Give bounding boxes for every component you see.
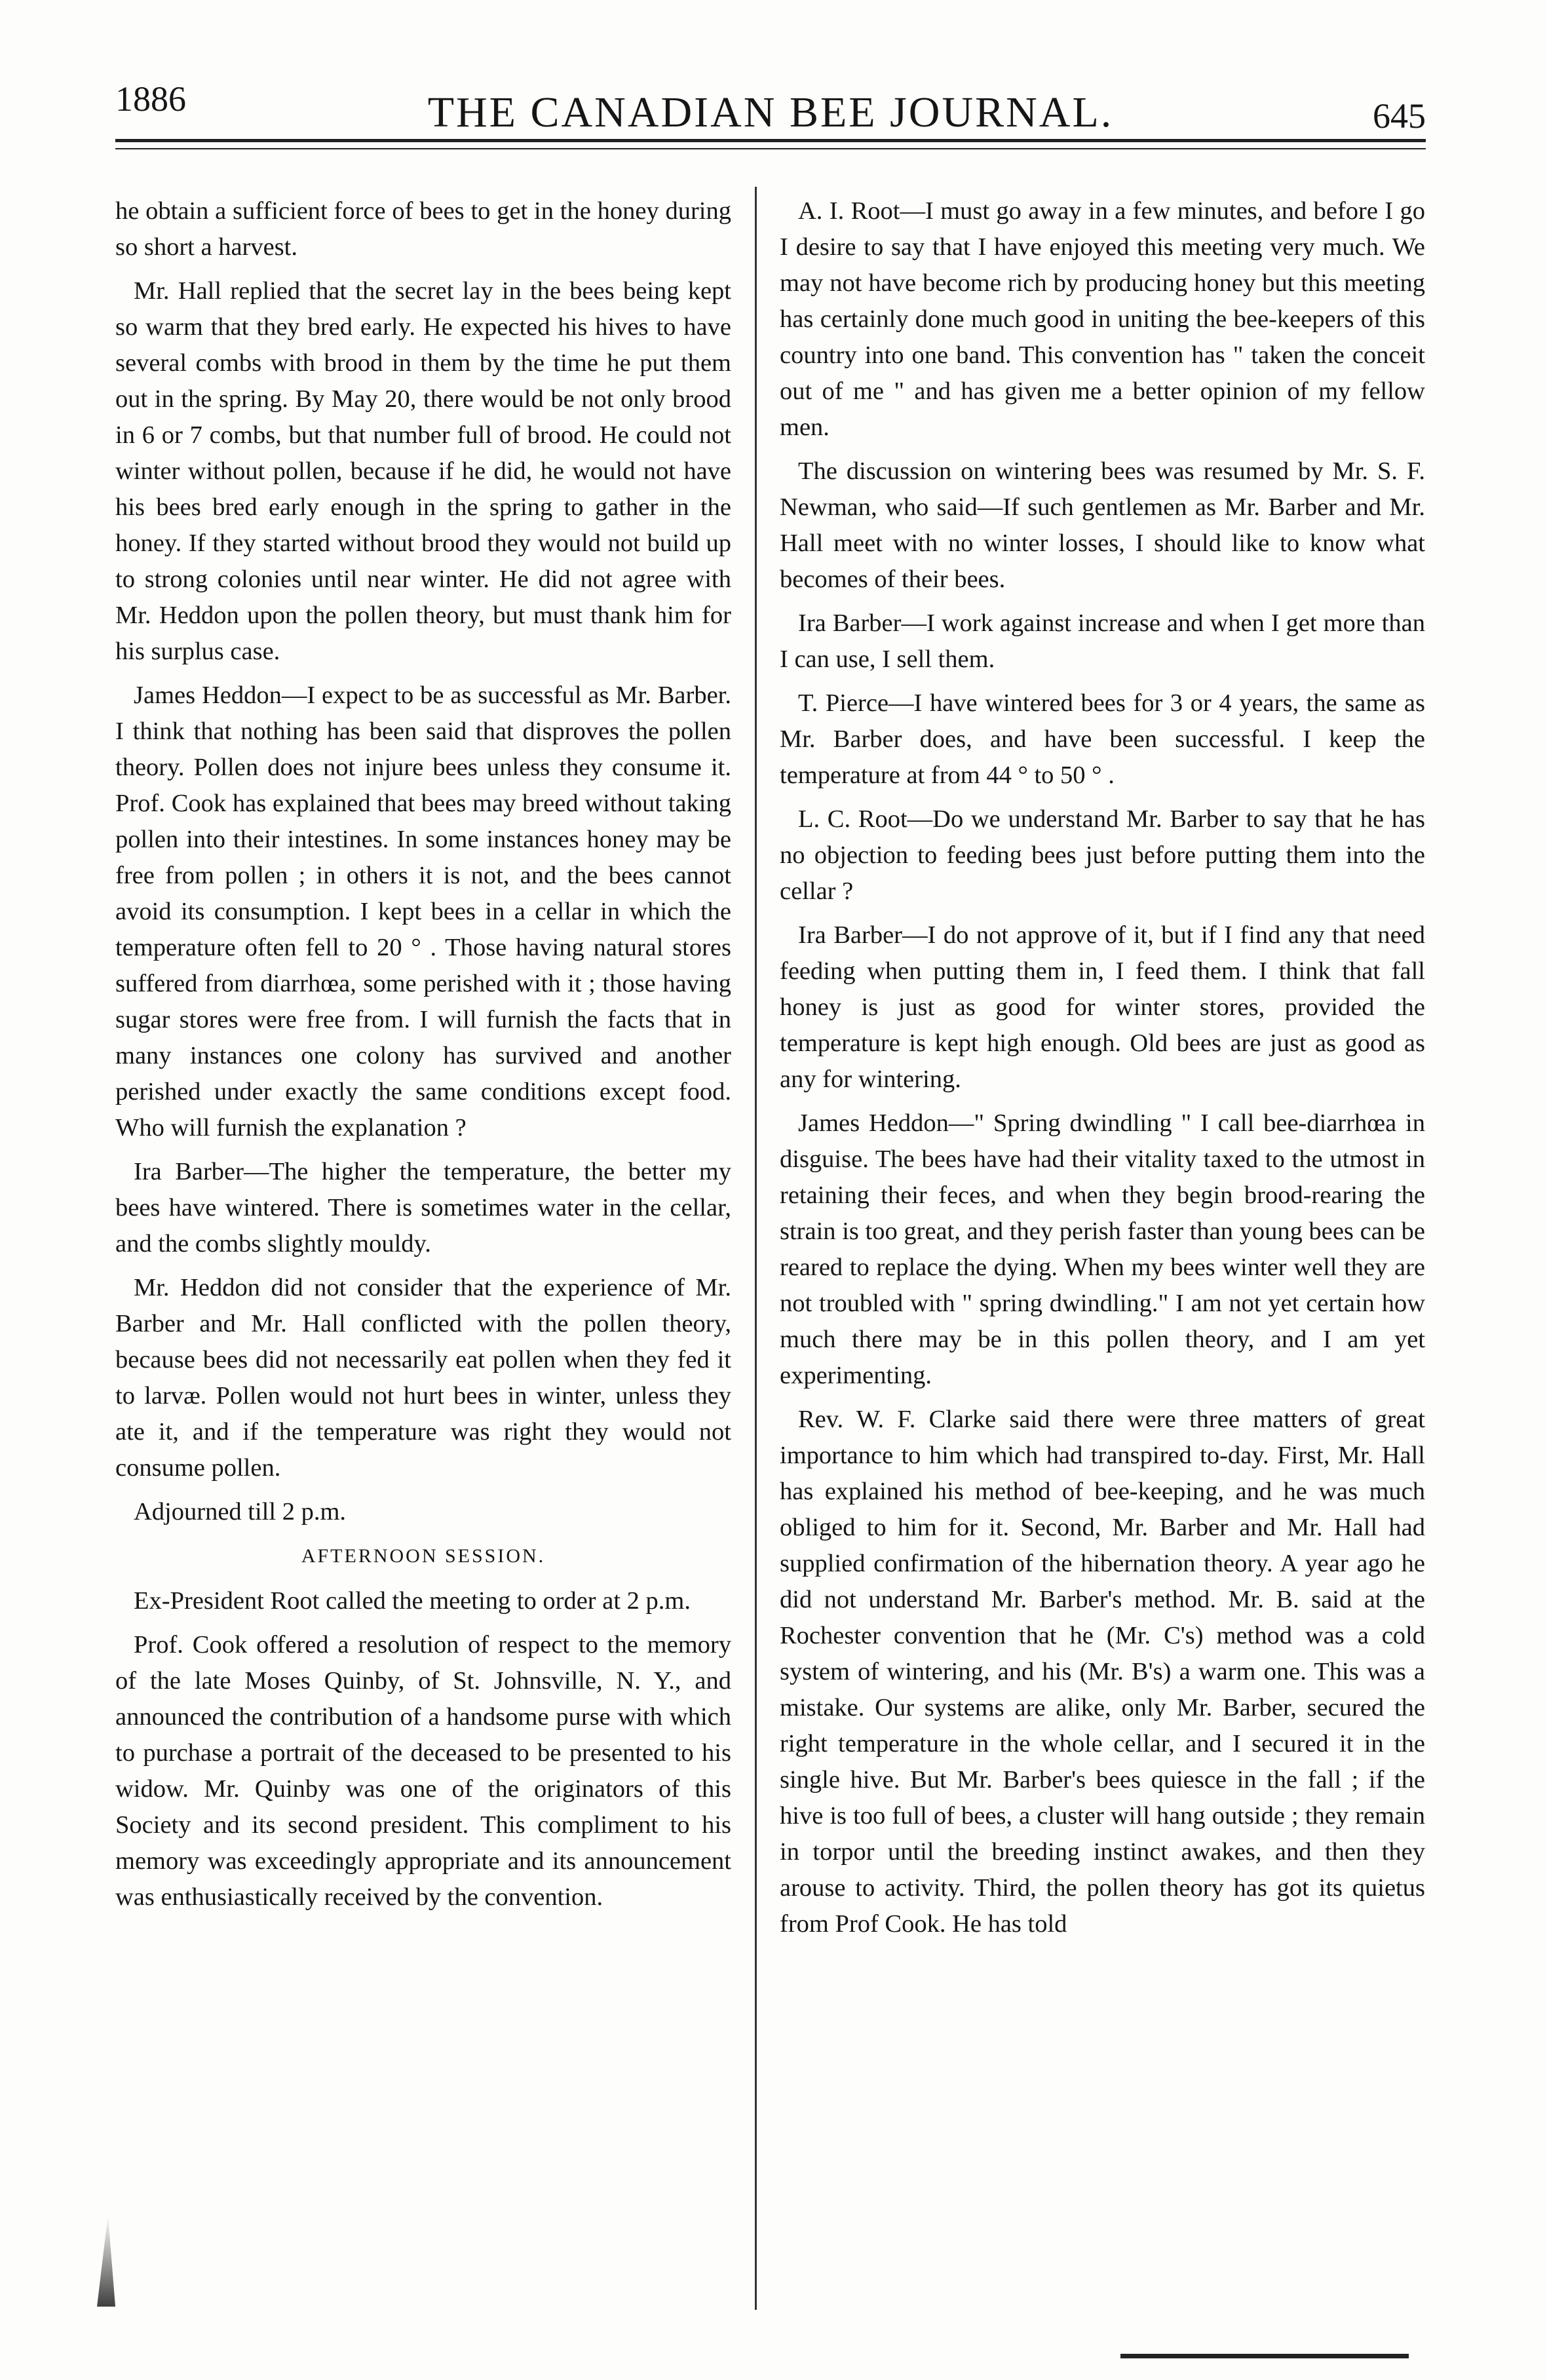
paragraph: James Heddon—" Spring dwindling " I call bee-diarrhœa in disguise. The bees have had their vitality taxed to the utmost in retaining their feces, and when they begin brood-rearing the strain is too great, and they perish faster than young bees can be reared to replace the dying. When my bees winter well they are not troubled with " spring dwindling." I am not yet certain how much there may be in this pollen theory, and I am yet experimenting. — [780, 1109, 1425, 1389]
right-column — [780, 193, 1425, 1950]
paragraph: L. C. Root—Do we understand Mr. Barber to say that he has no objection to feeding bees just before putting them into the cellar ? — [780, 805, 1425, 905]
paragraph: Ex-President Root called the meeting to order at 2 p.m. — [134, 1587, 691, 1615]
column-divider — [755, 187, 757, 2310]
bottom-rule — [1120, 2354, 1409, 2358]
paragraph: Adjourned till 2 p.m. — [134, 1498, 347, 1526]
scan-edge-mark — [97, 2215, 115, 2307]
paragraph: A. I. Root—I must go away in a few minutes, and before I go I desire to say that I have enjoyed this meeting very much. We may not have become rich by producing honey but this meeting has certainly done much good in uniting the bee-keepers of this country into one band. This convention has " taken the conceit out of me " and has given me a better opinion of my fellow men. — [780, 197, 1425, 441]
journal-title: THE CANADIAN BEE JOURNAL. — [427, 88, 1114, 136]
paragraph: James Heddon—I expect to be as successful as Mr. Barber. I think that nothing has been said that disproves the pollen theory. Pollen does not injure bees unless they consume it. Prof. Cook has explained that bees may breed without taking pollen into their intestines. In some instances honey may be free from pollen ; in others it is not, and the bees cannot avoid its consumption. I kept bees in a cellar in which the temperature often fell to 20 ° . Those having natural stores suffered from diarrhœa, some perished with it ; those having sugar stores were free from. I will furnish the facts that in many instances one colony has survived and another perished under exactly the same conditions except food. Who will furnish the explanation ? — [115, 681, 731, 1142]
paragraph: Mr. Heddon did not consider that the experience of Mr. Barber and Mr. Hall conflicted with the pollen theory, because bees did not necessarily eat pollen when they fed it to larvæ. Pollen would not hurt bees in winter, unless they ate it, and if the temperature was right they would not consume pollen. — [115, 1274, 731, 1482]
paragraph: Ira Barber—The higher the temperature, the better my bees have wintered. There is sometimes water in the cellar, and the combs slightly mouldy. — [115, 1158, 731, 1257]
header-rule-thick — [115, 139, 1426, 142]
page-number: 645 — [1373, 96, 1426, 136]
header-year: 1886 — [115, 79, 186, 119]
paragraph: Prof. Cook offered a resolution of respect to the memory of the late Moses Quinby, of St. Johnsville, N. Y., and announced the contribution of a handsome purse with which to purchase a portrait of the deceased to be presented to his widow. Mr. Quinby was one of the originators of this Society and its second president. This compliment to his memory was exceedingly appropriate and its announcement was enthusiastically received by the convention. — [115, 1631, 731, 1911]
paragraph: The discussion on wintering bees was resumed by Mr. S. F. Newman, who said—If such gentlemen as Mr. Barber and Mr. Hall meet with no winter losses, I should like to know what becomes of their bees. — [780, 457, 1425, 593]
paragraph: Mr. Hall replied that the secret lay in the bees being kept so warm that they bred early. He expected his hives to have several combs with brood in them by the time he put them out in the spring. By May 20, there would be not only brood in 6 or 7 combs, but that number full of brood. He could not winter without pollen, because if he did, he would not have his bees bred early enough in the spring to gather in the honey. If they started without brood they would not build up to strong colonies until near winter. He did not agree with Mr. Heddon upon the pollen theory, but must thank him for his surplus case. — [115, 277, 731, 665]
paragraph: Ira Barber—I work against increase and when I get more than I can use, I sell them. — [780, 609, 1425, 673]
paragraph: T. Pierce—I have wintered bees for 3 or 4 years, the same as Mr. Barber does, and have been successful. I keep the temperature at from 44 ° to 50 ° . — [780, 689, 1425, 789]
section-heading: AFTERNOON SESSION. — [301, 1545, 546, 1567]
paragraph: he obtain a sufficient force of bees to get in the honey during so short a harvest. — [115, 197, 731, 261]
paragraph: Ira Barber—I do not approve of it, but if I find any that need feeding when putting them in, I feed them. I think that fall honey is just as good for winter stores, provided the temperature is kept high enough. Old bees are just as good as any for wintering. — [780, 921, 1425, 1093]
paragraph: Rev. W. F. Clarke said there were three matters of great importance to him which had transpired to-day. First, Mr. Hall has explained his method of bee-keeping, and he was much obliged to him for it. Second, Mr. Barber and Mr. Hall had supplied confirmation of the hibernation theory. A year ago he did not understand Mr. Barber's method. Mr. B. said at the Rochester convention that he (Mr. C's) method was a cold system of wintering, and his (Mr. B's) a warm one. This was a mistake. Our systems are alike, only Mr. Barber, secured the right temperature in the whole cellar, and I secured it in the single hive. But Mr. Barber's bees quiesce in the fall ; if the hive is too full of bees, a cluster will hang outside ; they remain in torpor until the breeding instinct awakes, and then they arouse to activity. Third, the pollen theory has got its quietus from Prof Cook. He has told — [780, 1406, 1425, 1938]
left-column — [115, 193, 731, 1923]
header-rule-thin — [115, 148, 1426, 149]
